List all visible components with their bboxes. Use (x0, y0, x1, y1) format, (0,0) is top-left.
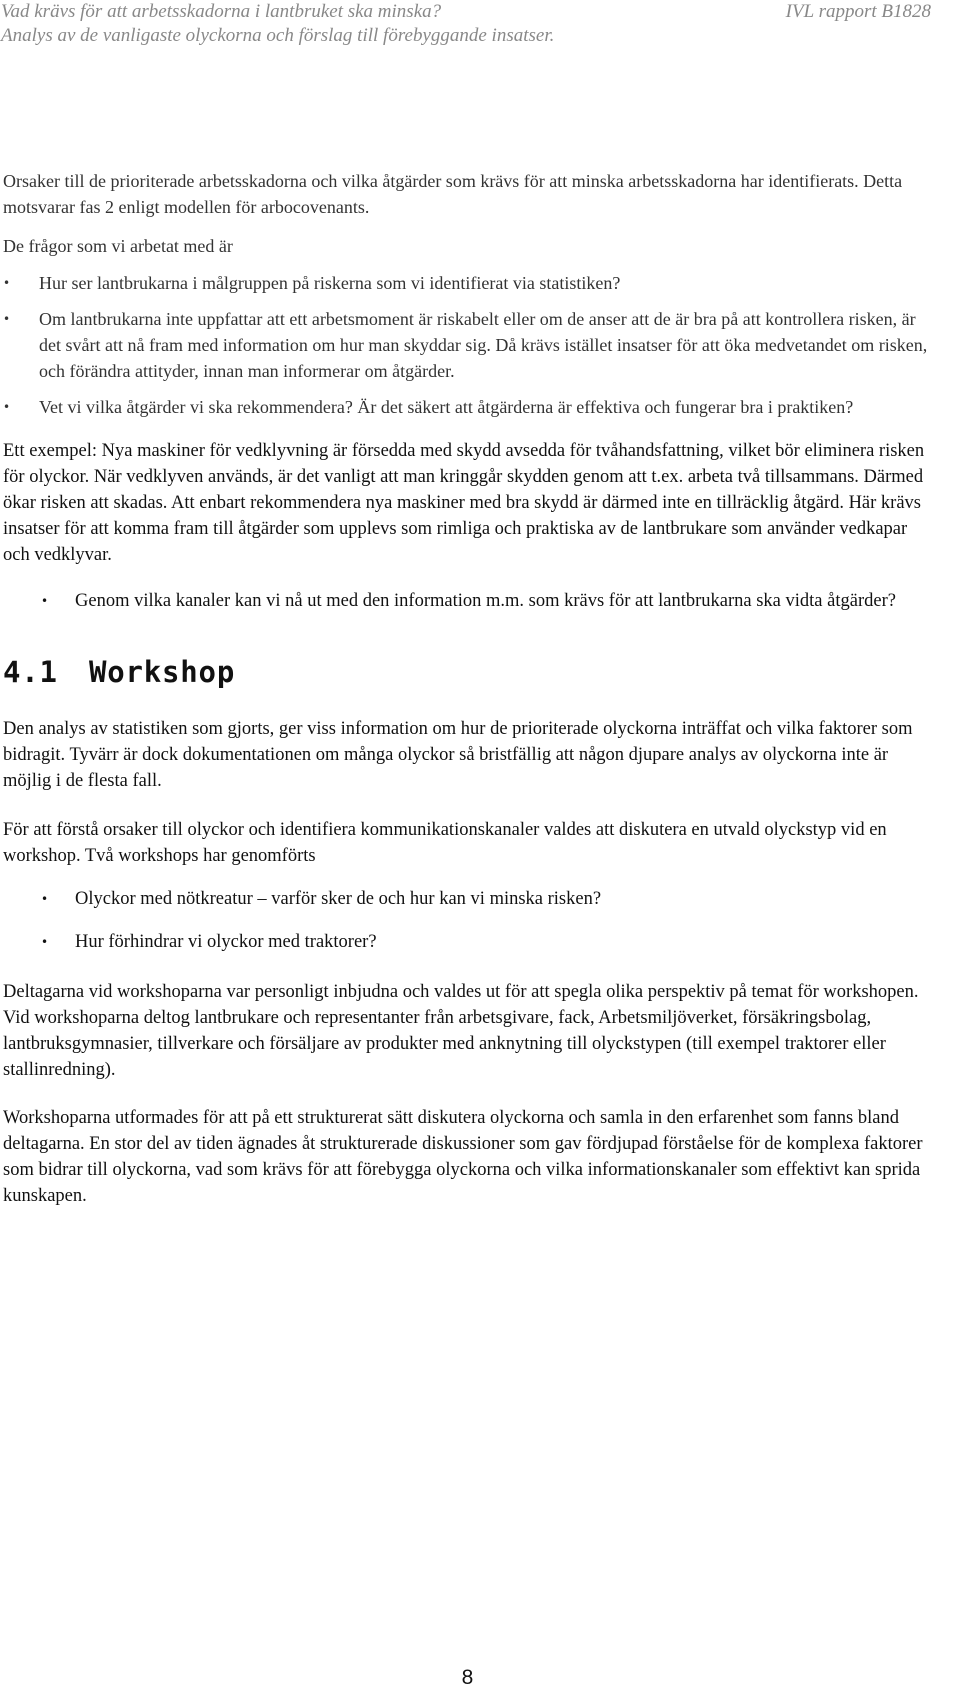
workshop-item-text: Hur förhindrar vi olyckor med traktorer? (75, 932, 377, 952)
workshop-item (3, 929, 931, 955)
workshop-item (3, 886, 931, 912)
question-text: Vet vi vilka åtgärder vi ska rekommendera? Är det säkert att åtgärderna är effektiva och fungerar bra i praktiken? (39, 397, 854, 417)
example-paragraph: Ett exempel: Nya maskiner för vedklyvning är försedda med skydd avsedda för tvåhandsfattning, vilket bör eliminera risken för olyckor. När vedklyven används, är det vanligt att man kringgår skydden genom att t.ex. arbeta två tillsammans. Därmed ökar risken att skadas. Att enbart rekommendera nya maskiner med bra skydd är därmed inte en tillräcklig åtgärd. Här krävs insatser för att komma fram till åtgärder som upplevs som rimliga och praktiska av de lantbrukare som använder vedkapar och vedklyvar. (3, 441, 925, 565)
bullet-icon: • (3, 400, 11, 414)
running-header (0, 0, 960, 52)
bullet-icon: • (3, 276, 11, 290)
workshop-paragraph-3: Deltagarna vid workshoparna var personligt inbjudna och valdes ut för att spegla olika perspektiv på temat för workshopen. Vid workshoparna deltog lantbrukare och representanter från arbetsgivare, fack, Arbetsmiljöverket, försäkringsbolag, lantbruksgymnasier, tillverkare och försäljare av produkter med anknytning till olyckstypen (till exempel traktorer eller stallinredning). (3, 982, 919, 1080)
questions-intro: De frågor som vi arbetat med är (3, 236, 233, 256)
bullet-icon: • (3, 312, 11, 326)
page-content (3, 168, 931, 1209)
workshop-paragraph-4: Workshoparna utformades för att på ett strukturerat sätt diskutera olyckorna och samla in den erfarenhet som fanns bland deltagarna. En stor del av tiden ägnades åt strukturerade diskussioner som gav fördjupad förståelse för de komplexa faktorer som bidrar till olyckorna, vad som krävs för att förebygga olyckorna och vilka informationskanaler som effektivt kan sprida kunskapen. (3, 1108, 923, 1206)
section-title: Workshop (89, 655, 236, 689)
question-item (3, 394, 931, 420)
questions-list (3, 270, 931, 420)
bullet-icon: • (41, 594, 49, 608)
bullet-icon: • (41, 935, 49, 949)
header-report-id: IVL rapport B1828 (785, 1, 931, 22)
header-title-line2: Analys av de vanligaste olyckorna och förslag till förebyggande insatser. (1, 25, 555, 46)
question-item (3, 306, 931, 384)
question-text: Om lantbrukarna inte uppfattar att ett arbetsmoment är riskabelt eller om de anser att de är bra på att kontrollera risken, är det svårt att nå fram med information om hur man skyddar sig. Då krävs istället insatser för att öka medvetandet om risken, och förändra attityder, innan man informerar om åtgärder. (39, 309, 928, 381)
channel-question-list (3, 588, 931, 614)
channel-question-item (3, 588, 931, 614)
question-item (3, 270, 931, 296)
header-title-block (1, 0, 554, 48)
section-heading (3, 654, 931, 690)
page-number: 8 (461, 1666, 474, 1689)
workshop-list (3, 886, 931, 955)
section-number: 4.1 (3, 655, 58, 689)
channel-question-text: Genom vilka kanaler kan vi nå ut med den information m.m. som krävs för att lantbrukarna ska vidta åtgärder? (75, 591, 896, 611)
workshop-paragraph-2: För att förstå orsaker till olyckor och identifiera kommunikationskanaler valdes att diskutera en utvald olyckstyp vid en workshop. Två workshops har genomförts (3, 820, 887, 866)
intro-paragraph: Orsaker till de prioriterade arbetsskadorna och vilka åtgärder som krävs för att minska arbetsskadorna har identifierats. Detta motsvarar fas 2 enligt modellen för arbocovenants. (3, 171, 903, 217)
workshop-item-text: Olyckor med nötkreatur – varför sker de och hur kan vi minska risken? (75, 889, 602, 909)
question-text: Hur ser lantbrukarna i målgruppen på riskerna som vi identifierat via statistiken? (39, 273, 621, 293)
bullet-icon: • (41, 892, 49, 906)
workshop-paragraph-1: Den analys av statistiken som gjorts, ger viss information om hur de prioriterade olyckorna inträffat och vilka faktorer som bidragit. Tyvärr är dock dokumentationen om många olyckor så bristfällig att någon djupare analys av olyckorna inte är möjlig i de flesta fall. (3, 719, 913, 791)
header-title-line1: Vad krävs för att arbetsskadorna i lantbruket ska minska? (1, 1, 442, 22)
